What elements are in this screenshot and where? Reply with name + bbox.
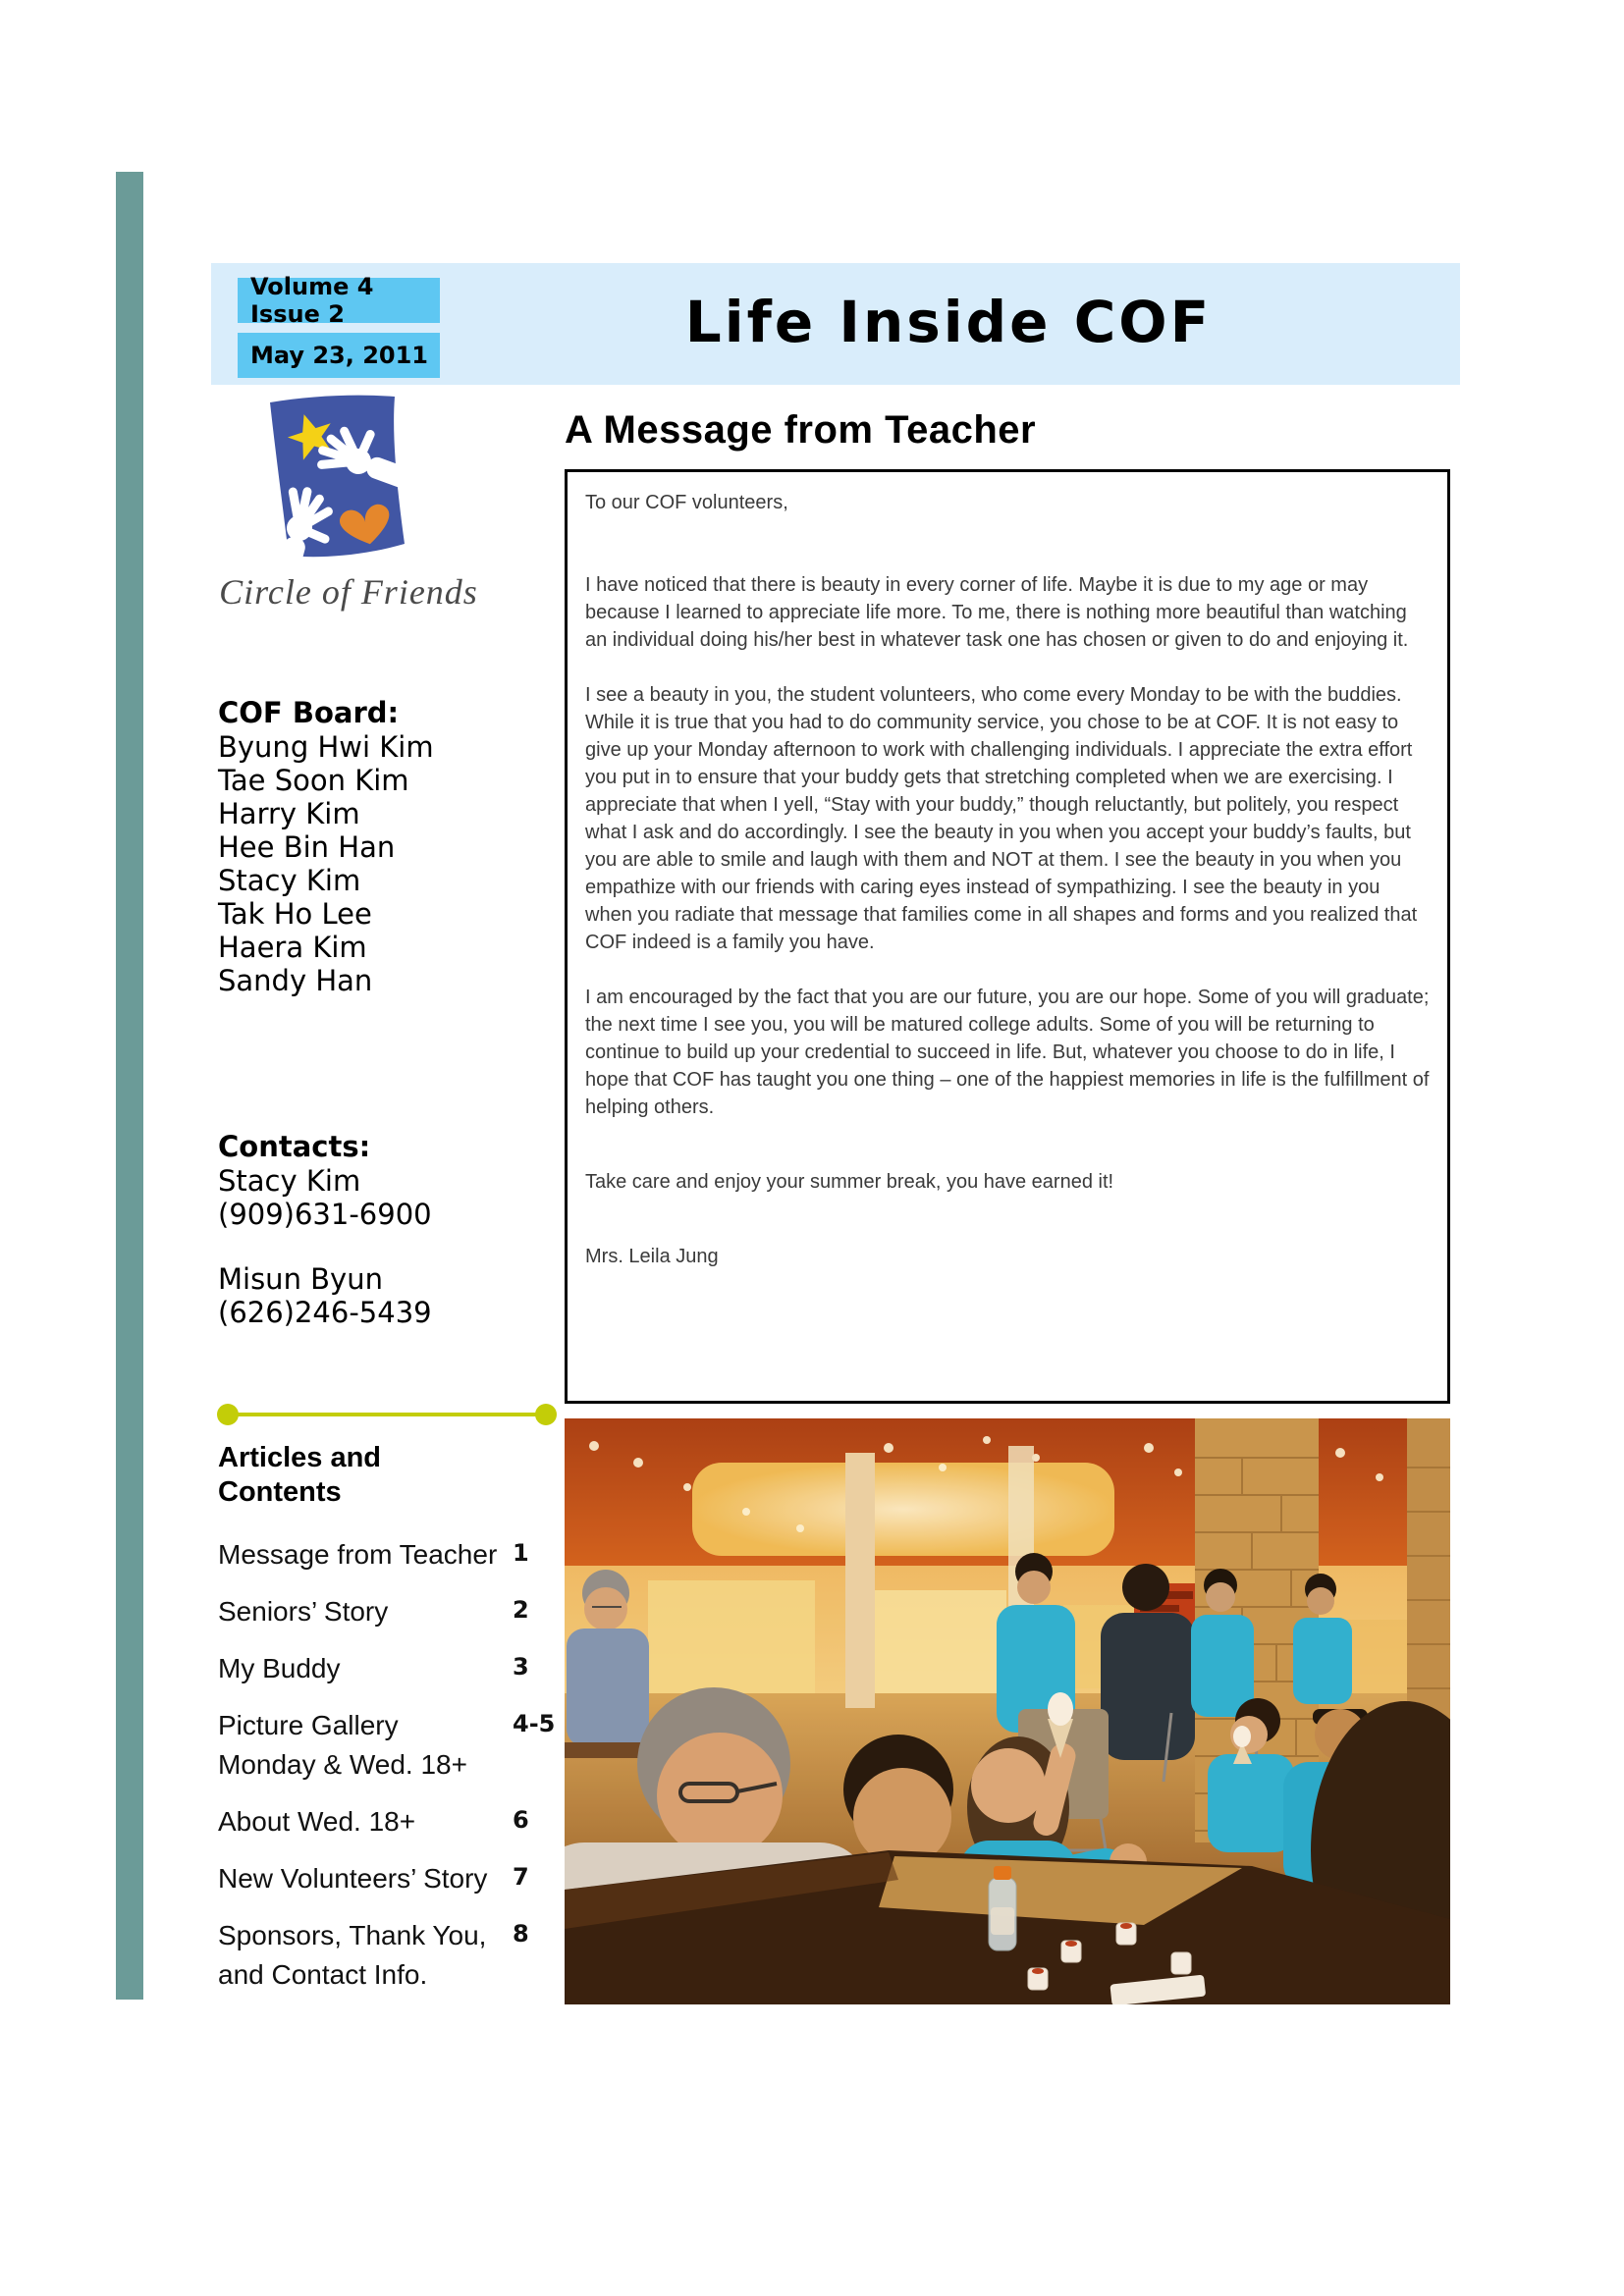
toc-item (218, 1706, 556, 1785)
toc-section (218, 1441, 556, 2012)
message-paragraph: I see a beauty in you, the student volunteers, who come every Monday to be with the buddies. While it is true that you had to do community service, you chose to be at COF. It is not easy to give up your Monday afternoon to work with challenging individuals. I appreciate the extra effort you put in to ensure that your buddy gets that stretching completed when we are exercising. I appreciate that when I yell, “Stay with your buddy,” though reluctantly, but politely, you respect what I ask and do accordingly. I see the beauty in you when you accept your buddy’s faults, but you are able to smile and laugh with them and NOT at them. I see the beauty in you when you empathize with our friends with caring eyes instead of sympathizing. I see the beauty in you when you radiate that message that families come in all shapes and forms and you realized that COF indeed is a family you have. (585, 684, 1418, 953)
contacts-section (218, 1129, 562, 1361)
logo-graphic (201, 391, 496, 565)
toc-item-page: 3 (513, 1653, 529, 1681)
newsletter-header (211, 263, 1460, 385)
toc-item-label: Message from Teacher (218, 1539, 498, 1570)
toc-item (218, 1535, 556, 1575)
toc-item-page: 4-5 (513, 1710, 556, 1737)
toc-item-page: 7 (513, 1863, 529, 1891)
message-paragraph: I am encouraged by the fact that you are our future, you are our hope. Some of you will graduate; the next time I see you, you will be matured college adults. Some of you will be returning to continue to build up your credential to succeed in life. But, whatever you choose to do in life, I hope that COF has taught you one thing – one of the happiest memories in life is the fulfillment of helping others. (585, 987, 1430, 1118)
board-member: Sandy Han (218, 964, 373, 997)
toc-item-label: My Buddy (218, 1653, 341, 1683)
message-box (565, 469, 1450, 1404)
toc-item (218, 1592, 556, 1631)
toc-heading-line2: Contents (218, 1476, 342, 1508)
toc-item-label: Sponsors, Thank You, and Contact Info. (218, 1920, 487, 1990)
food-court-photo (565, 1418, 1450, 2004)
contact-entry (218, 1164, 562, 1231)
logo-caption: Circle of Friends (219, 572, 478, 612)
board-member: Tae Soon Kim (218, 764, 409, 797)
toc-item-label: Picture Gallery Monday & Wed. 18+ (218, 1710, 467, 1780)
toc-item-label: New Volunteers’ Story (218, 1863, 488, 1894)
toc-item (218, 1859, 556, 1898)
toc-heading-line1: Articles and (218, 1442, 381, 1473)
board-heading: COF Board: (218, 696, 400, 729)
toc-item-page: 6 (513, 1806, 529, 1834)
board-member: Stacy Kim (218, 864, 361, 897)
message-signoff: Mrs. Leila Jung (585, 1246, 719, 1267)
toc-item (218, 1802, 556, 1842)
contact-phone: (626)246-5439 (218, 1296, 432, 1329)
message-salutation: To our COF volunteers, (585, 492, 788, 513)
toc-item-page: 2 (513, 1596, 529, 1624)
message-heading: A Message from Teacher (565, 408, 1037, 452)
food-court-photo-graphic (565, 1418, 1450, 2004)
newsletter-title: Life Inside COF (684, 289, 1213, 355)
toc-item-page: 8 (513, 1920, 529, 1948)
board-member: Tak Ho Lee (218, 897, 372, 931)
contact-name: Misun Byun (218, 1262, 383, 1296)
accent-bar (116, 172, 143, 2000)
board-member: Harry Kim (218, 797, 360, 830)
toc-item-label: Seniors’ Story (218, 1596, 389, 1627)
message-paragraph: I have noticed that there is beauty in every corner of life. Maybe it is due to my age or may because I learned to appreciate life more. To me, there is nothing more beautiful than watching an individual doing his/her best in whatever task one has chosen or given to do and enjoying it. (585, 574, 1409, 651)
sidebar-divider (228, 1413, 546, 1416)
contact-name: Stacy Kim (218, 1164, 361, 1198)
toc-item (218, 1916, 556, 1995)
board-member: Byung Hwi Kim (218, 730, 434, 764)
message-closing: Take care and enjoy your summer break, you have earned it! (585, 1171, 1114, 1193)
date-badge: May 23, 2011 (238, 333, 440, 378)
toc-item (218, 1649, 556, 1688)
toc-item-label: About Wed. 18+ (218, 1806, 416, 1837)
board-member: Haera Kim (218, 931, 367, 964)
contact-phone: (909)631-6900 (218, 1198, 432, 1231)
contact-entry (218, 1262, 562, 1329)
board-member: Hee Bin Han (218, 830, 396, 864)
toc-item-page: 1 (513, 1539, 529, 1567)
cof-logo (201, 391, 496, 613)
board-section (218, 695, 562, 997)
volume-badge: Volume 4 Issue 2 (238, 278, 440, 323)
contacts-heading: Contacts: (218, 1130, 371, 1163)
